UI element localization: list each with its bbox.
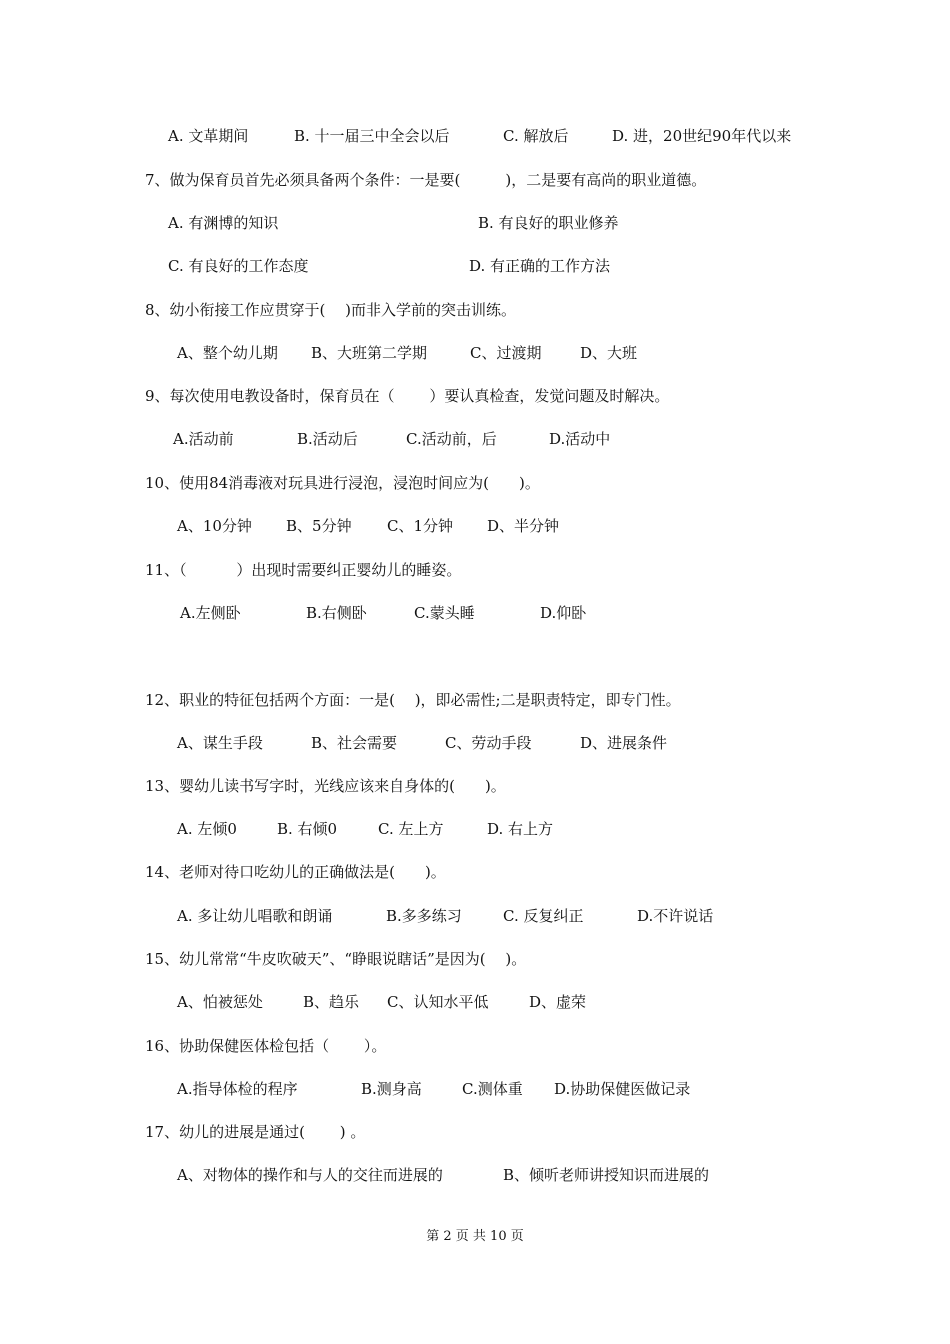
q9-options bbox=[0, 429, 950, 449]
q14-options bbox=[0, 906, 950, 926]
q6-option-a: A. 文革期间 bbox=[168, 127, 249, 145]
page-footer: 第 2 页 共 10 页 bbox=[426, 1229, 524, 1244]
q13-options bbox=[0, 819, 950, 839]
q12-option-a: A、谋生手段 bbox=[177, 734, 263, 752]
q16-option-c: C.测体重 bbox=[462, 1080, 523, 1098]
q7-options-row2 bbox=[0, 256, 950, 276]
q6-options bbox=[0, 126, 950, 146]
q9-option-c: C.活动前，后 bbox=[406, 430, 497, 448]
q7-option-b: B. 有良好的职业修养 bbox=[478, 214, 619, 232]
q15-option-c: C、认知水平低 bbox=[387, 993, 489, 1011]
question-10: 10、使用84消毒液对玩具进行浸泡，浸泡时间应为( )。 bbox=[145, 474, 540, 492]
q7-option-c: C. 有良好的工作态度 bbox=[168, 257, 309, 275]
q8-option-b: B、大班第二学期 bbox=[311, 344, 428, 362]
q11-option-b: B.右侧卧 bbox=[306, 604, 367, 622]
q12-options bbox=[0, 733, 950, 753]
q7-option-a: A. 有渊博的知识 bbox=[168, 214, 279, 232]
question-8: 8、幼小衔接工作应贯穿于( )而非入学前的突击训练。 bbox=[145, 301, 517, 319]
q8-option-d: D、大班 bbox=[580, 344, 638, 362]
question-15: 15、幼儿常常“牛皮吹破天”、“睁眼说瞎话”是因为( )。 bbox=[145, 950, 527, 968]
question-9: 9、每次使用电教设备时，保育员在（ ）要认真检查，发觉问题及时解决。 bbox=[145, 387, 670, 405]
question-12: 12、职业的特征包括两个方面：一是( )，即必需性;二是职责特定，即专门性。 bbox=[145, 691, 681, 709]
question-17: 17、幼儿的进展是通过( ) 。 bbox=[145, 1123, 366, 1141]
q11-options bbox=[0, 603, 950, 623]
q13-option-b: B. 右倾0 bbox=[277, 820, 338, 838]
q17-option-a: A、对物体的操作和与人的交往而进展的 bbox=[177, 1166, 443, 1184]
q17-option-b: B、倾听老师讲授知识而进展的 bbox=[503, 1166, 710, 1184]
q12-option-b: B、社会需要 bbox=[311, 734, 398, 752]
q14-option-a: A. 多让幼儿唱歌和朗诵 bbox=[177, 907, 333, 925]
q16-option-a: A.指导体检的程序 bbox=[177, 1080, 298, 1098]
q10-option-c: C、1分钟 bbox=[387, 517, 454, 535]
q12-option-c: C、劳动手段 bbox=[445, 734, 532, 752]
q13-option-c: C. 左上方 bbox=[378, 820, 444, 838]
q16-options bbox=[0, 1079, 950, 1099]
question-14: 14、老师对待口吃幼儿的正确做法是( )。 bbox=[145, 863, 446, 881]
q16-option-d: D.协助保健医做记录 bbox=[554, 1080, 691, 1098]
q13-option-d: D. 右上方 bbox=[487, 820, 554, 838]
q9-option-a: A.活动前 bbox=[173, 430, 234, 448]
q10-option-d: D、半分钟 bbox=[487, 517, 560, 535]
question-11: 11、（ ）出现时需要纠正婴幼儿的睡姿。 bbox=[145, 561, 462, 579]
q10-option-b: B、5分钟 bbox=[286, 517, 352, 535]
q11-option-c: C.蒙头睡 bbox=[414, 604, 475, 622]
q11-option-d: D.仰卧 bbox=[540, 604, 587, 622]
q9-option-d: D.活动中 bbox=[549, 430, 611, 448]
q15-options bbox=[0, 992, 950, 1012]
q8-option-a: A、整个幼儿期 bbox=[177, 344, 278, 362]
q8-option-c: C、过渡期 bbox=[470, 344, 542, 362]
q11-option-a: A.左侧卧 bbox=[180, 604, 241, 622]
q10-option-a: A、10分钟 bbox=[177, 517, 252, 535]
q9-option-b: B.活动后 bbox=[297, 430, 358, 448]
question-7: 7、做为保育员首先必须具备两个条件：一是要( )，二是要有高尚的职业道德。 bbox=[145, 171, 707, 189]
q8-options bbox=[0, 343, 950, 363]
q15-option-b: B、趋乐 bbox=[303, 993, 360, 1011]
q17-options bbox=[0, 1165, 950, 1185]
q14-option-b: B.多多练习 bbox=[386, 907, 462, 925]
q6-option-c: C. 解放后 bbox=[503, 127, 569, 145]
q14-option-c: C. 反复纠正 bbox=[503, 907, 584, 925]
q12-option-d: D、进展条件 bbox=[580, 734, 668, 752]
q7-option-d: D. 有正确的工作方法 bbox=[469, 257, 611, 275]
q14-option-d: D.不许说话 bbox=[637, 907, 714, 925]
q7-options-row1 bbox=[0, 213, 950, 233]
q10-options bbox=[0, 516, 950, 536]
question-13: 13、婴幼儿读书写字时，光线应该来自身体的( )。 bbox=[145, 777, 506, 795]
q6-option-d: D. 进，20世纪90年代以来 bbox=[612, 127, 792, 145]
q16-option-b: B.测身高 bbox=[361, 1080, 422, 1098]
question-16: 16、协助保健医体检包括（ ）。 bbox=[145, 1037, 387, 1055]
q13-option-a: A. 左倾0 bbox=[177, 820, 237, 838]
q15-option-d: D、虚荣 bbox=[529, 993, 587, 1011]
q15-option-a: A、怕被惩处 bbox=[177, 993, 263, 1011]
q6-option-b: B. 十一届三中全会以后 bbox=[294, 127, 450, 145]
